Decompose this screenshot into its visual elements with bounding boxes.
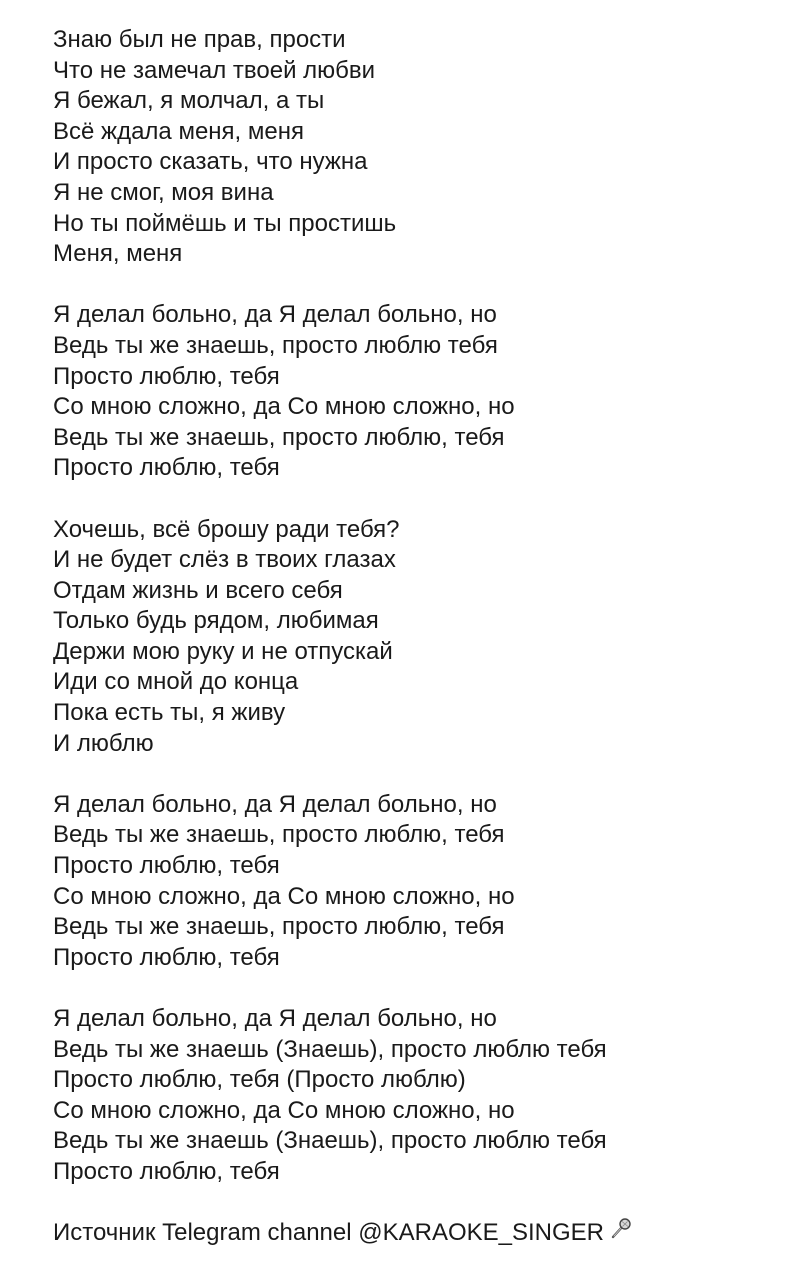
lyric-line: Ведь ты же знаешь (Знаешь), просто люблю тебя bbox=[53, 1127, 607, 1155]
lyric-line: Ведь ты же знаешь, просто люблю, тебя bbox=[53, 821, 505, 849]
source-credit bbox=[53, 1218, 773, 1249]
lyric-line: Пока есть ты, я живу bbox=[53, 699, 286, 727]
lyric-line: Держи мою руку и не отпускай bbox=[53, 637, 393, 665]
lyric-line: Знаю был не прав, прости bbox=[53, 26, 346, 53]
lyric-line: Я делал больно, да Я делал больно, но bbox=[53, 301, 497, 329]
microphone-icon bbox=[610, 1217, 632, 1248]
lyric-line: Я бежал, я молчал, а ты bbox=[53, 87, 325, 115]
lyric-line: Со мною сложно, да Со мною сложно, но bbox=[53, 882, 515, 910]
lyric-line: И не будет слёз в твоих глазах bbox=[53, 546, 396, 574]
lyric-line: Но ты поймёшь и ты простишь bbox=[53, 209, 397, 237]
lyric-line: Просто люблю, тебя bbox=[53, 852, 280, 880]
lyric-line: Просто люблю, тебя bbox=[53, 454, 280, 482]
lyric-line: Всё ждала меня, меня bbox=[53, 117, 304, 145]
lyric-line: Ведь ты же знаешь, просто люблю, тебя bbox=[53, 913, 505, 941]
stanza-1 bbox=[53, 25, 773, 270]
lyric-line: Хочешь, всё брошу ради тебя? bbox=[53, 515, 400, 543]
source-text: Источник Telegram channel @KARAOKE_SINGER bbox=[53, 1219, 605, 1247]
stanza-5 bbox=[53, 1004, 773, 1188]
lyric-line: Меня, меня bbox=[53, 240, 183, 268]
lyric-line: Что не замечал твоей любви bbox=[53, 56, 376, 84]
lyric-line: Отдам жизнь и всего себя bbox=[53, 576, 343, 604]
lyric-line: Ведь ты же знаешь (Знаешь), просто люблю тебя bbox=[53, 1035, 607, 1063]
lyric-line: Просто люблю, тебя bbox=[53, 362, 280, 390]
lyric-line: Я не смог, моя вина bbox=[53, 178, 274, 206]
lyric-line: Со мною сложно, да Со мною сложно, но bbox=[53, 1096, 515, 1124]
stanza-4 bbox=[53, 790, 773, 974]
lyric-line: Я делал больно, да Я делал больно, но bbox=[53, 1005, 497, 1032]
stanza-3 bbox=[53, 515, 773, 760]
lyric-line: И люблю bbox=[53, 729, 154, 757]
lyric-line: Просто люблю, тебя (Просто люблю) bbox=[53, 1066, 466, 1094]
lyric-line: Я делал больно, да Я делал больно, но bbox=[53, 790, 497, 818]
lyrics-stanzas bbox=[53, 25, 773, 1188]
lyric-line: Просто люблю, тебя bbox=[53, 1157, 280, 1185]
lyric-line: Ведь ты же знаешь, просто люблю, тебя bbox=[53, 423, 505, 451]
lyrics-text bbox=[53, 25, 773, 1249]
lyric-line: Со мною сложно, да Со мною сложно, но bbox=[53, 393, 515, 421]
lyric-line: Только будь рядом, любимая bbox=[53, 607, 379, 635]
lyric-line: Ведь ты же знаешь, просто люблю тебя bbox=[53, 331, 498, 359]
lyric-line: Просто люблю, тебя bbox=[53, 943, 280, 971]
lyric-line: Иди со мной до конца bbox=[53, 668, 299, 696]
stanza-2 bbox=[53, 300, 773, 484]
lyric-line: И просто сказать, что нужна bbox=[53, 148, 368, 176]
